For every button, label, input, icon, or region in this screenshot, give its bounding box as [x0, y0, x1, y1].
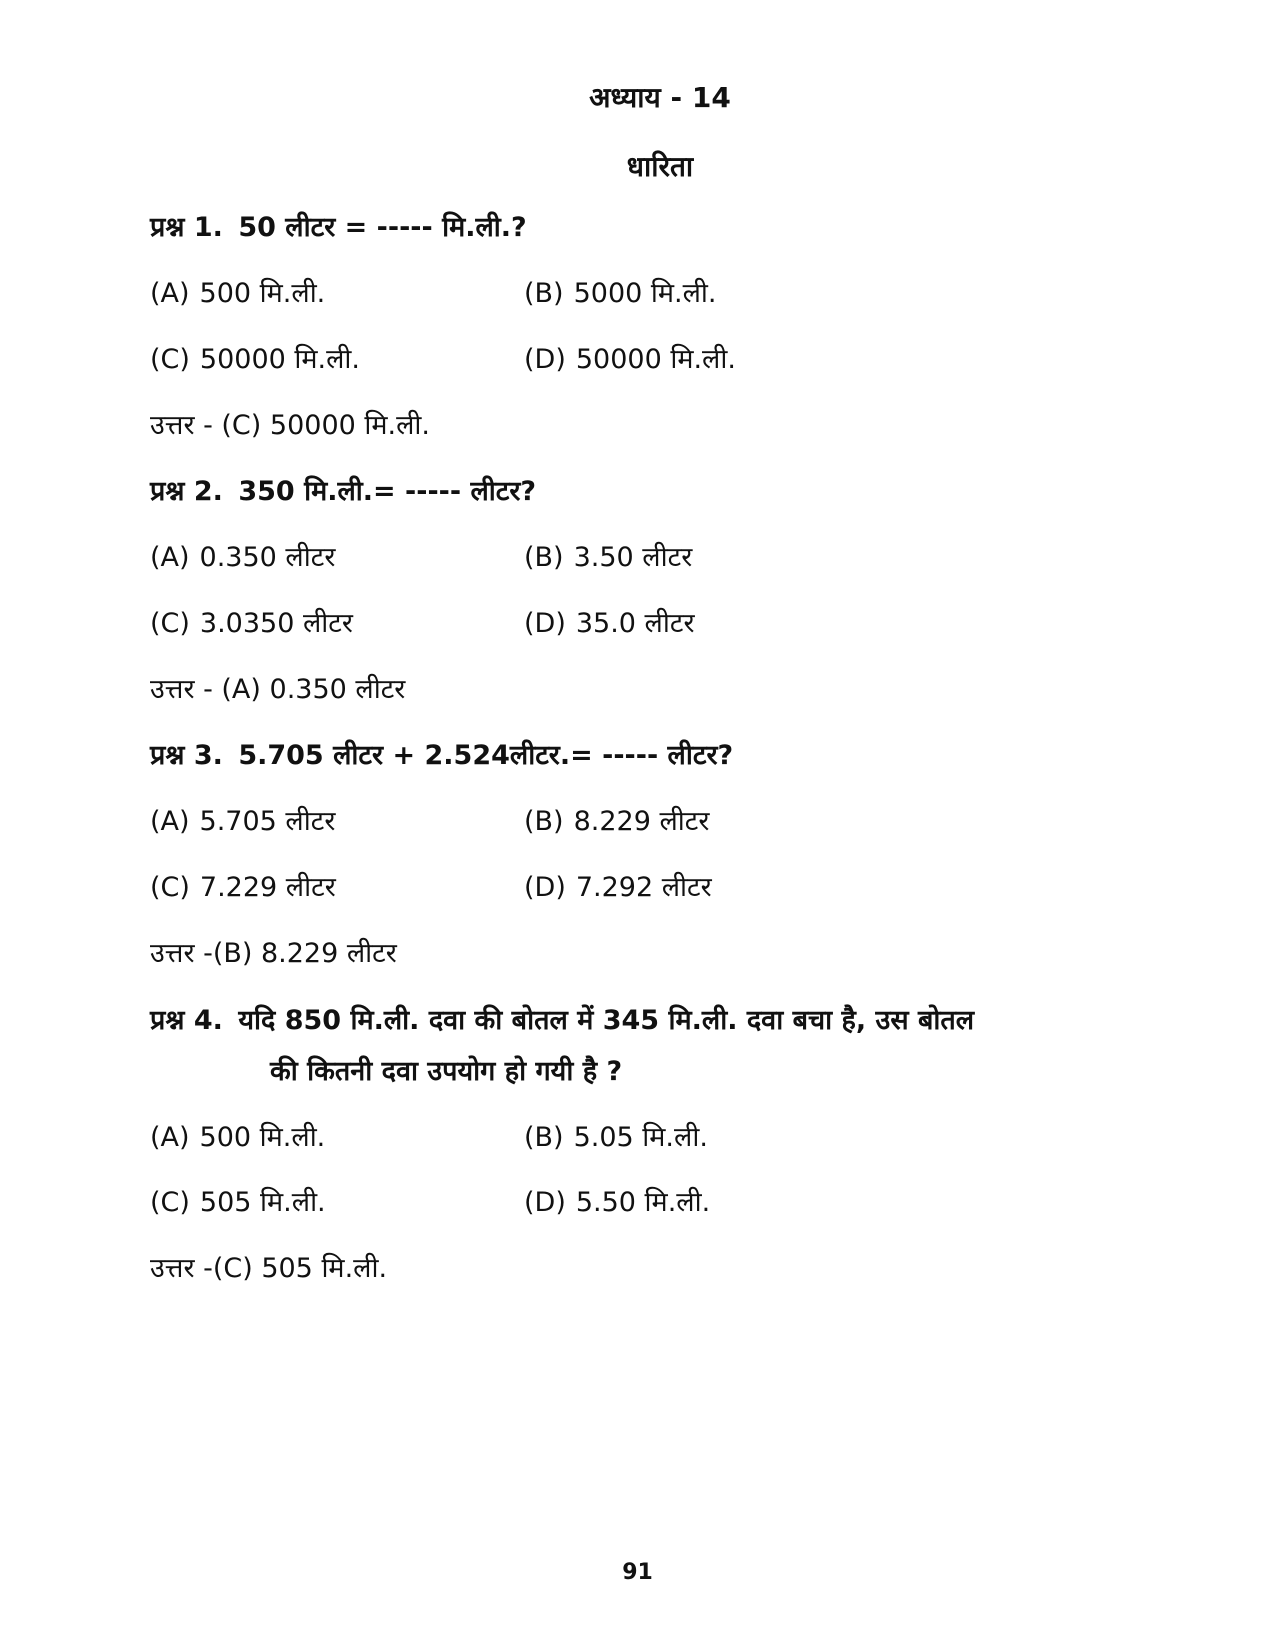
- question-label: प्रश्न 3.: [150, 740, 223, 771]
- question-3: [150, 738, 733, 774]
- option-letter: (A): [150, 278, 190, 309]
- option-a: [150, 276, 325, 312]
- answer-2: उत्तर - (A) 0.350 लीटर: [150, 674, 406, 705]
- question-text: यदि 850 मि.ली. दवा की बोतल में 345 मि.ली. दवा बचा है, उस बोतल: [238, 1005, 975, 1036]
- option-d: [524, 342, 736, 378]
- option-b: [524, 1120, 708, 1156]
- option-letter: (A): [150, 1122, 190, 1153]
- option-text: 5.50 मि.ली.: [575, 1187, 711, 1218]
- option-b: [524, 276, 717, 312]
- question-text: 5.705 लीटर + 2.524लीटर.= ----- लीटर?: [238, 740, 734, 771]
- question-2: [150, 474, 536, 510]
- option-text: 505 मि.ली.: [199, 1187, 326, 1218]
- option-letter: (A): [150, 542, 190, 573]
- option-text: 5.705 लीटर: [199, 806, 336, 837]
- topic-heading: धारिता: [626, 150, 694, 183]
- option-letter: (B): [524, 1122, 564, 1153]
- question-text: 350 मि.ली.= ----- लीटर?: [238, 476, 537, 507]
- question-1: [150, 210, 527, 246]
- option-text: 35.0 लीटर: [575, 608, 695, 639]
- question-4: [150, 1003, 974, 1039]
- option-letter: (B): [524, 542, 564, 573]
- answer-1: उत्तर - (C) 50000 मि.ली.: [150, 410, 430, 441]
- question-label: प्रश्न 1.: [150, 212, 223, 243]
- option-letter: (C): [150, 344, 190, 375]
- question-label: प्रश्न 4.: [150, 1005, 223, 1036]
- option-b: [524, 804, 709, 840]
- question-label: प्रश्न 2.: [150, 476, 223, 507]
- option-letter: (C): [150, 1187, 190, 1218]
- option-c: [150, 342, 360, 378]
- option-text: 8.229 लीटर: [573, 806, 710, 837]
- option-d: [524, 1185, 710, 1221]
- option-b: [524, 540, 692, 576]
- option-text: 7.229 लीटर: [199, 872, 336, 903]
- chapter-heading: अध्याय - 14: [589, 81, 731, 114]
- option-text: 500 मि.ली.: [199, 278, 326, 309]
- option-d: [524, 606, 695, 642]
- option-letter: (C): [150, 872, 190, 903]
- option-c: [150, 870, 336, 906]
- option-letter: (B): [524, 806, 564, 837]
- page-number: 91: [622, 1560, 653, 1585]
- option-letter: (D): [524, 344, 566, 375]
- option-letter: (A): [150, 806, 190, 837]
- option-text: 5000 मि.ली.: [573, 278, 717, 309]
- option-letter: (D): [524, 608, 566, 639]
- option-d: [524, 870, 712, 906]
- option-text: 500 मि.ली.: [199, 1122, 326, 1153]
- question-4-continuation: की कितनी दवा उपयोग हो गयी है ?: [270, 1056, 623, 1087]
- option-text: 50000 मि.ली.: [575, 344, 736, 375]
- option-letter: (C): [150, 608, 190, 639]
- option-letter: (D): [524, 1187, 566, 1218]
- option-text: 5.05 मि.ली.: [573, 1122, 708, 1153]
- option-c: [150, 606, 353, 642]
- option-a: [150, 804, 335, 840]
- option-text: 7.292 लीटर: [575, 872, 712, 903]
- option-text: 0.350 लीटर: [199, 542, 336, 573]
- option-text: 3.0350 लीटर: [199, 608, 353, 639]
- option-text: 3.50 लीटर: [573, 542, 693, 573]
- option-letter: (D): [524, 872, 566, 903]
- option-text: 50000 मि.ली.: [199, 344, 360, 375]
- option-a: [150, 1120, 325, 1156]
- option-a: [150, 540, 335, 576]
- answer-4: उत्तर -(C) 505 मि.ली.: [150, 1253, 388, 1284]
- answer-3: उत्तर -(B) 8.229 लीटर: [150, 938, 397, 969]
- option-letter: (B): [524, 278, 564, 309]
- option-c: [150, 1185, 326, 1221]
- question-text: 50 लीटर = ----- मि.ली.?: [238, 212, 527, 243]
